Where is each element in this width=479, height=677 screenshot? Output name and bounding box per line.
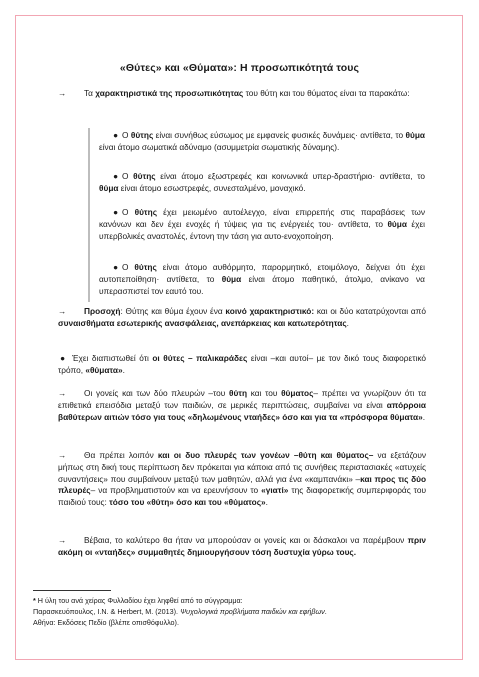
- arrow-icon: →: [58, 535, 67, 545]
- parents-paragraph: → Οι γονείς και των δύο πλευρών –του θύτη και του θύματος– πρέπει να γνωρίζουν ότι τα επιθετικά επεισόδια μεταξύ των παιδιών, σε μερικές περιπτώσεις, συμβαίνει να είναι απόρροια βαθύτερων αιτιών τόσο για τους «δηλωμένους νταήδες» όσο και για τα «πρόσφορα θύματα».: [58, 388, 426, 422]
- page-title: «Θύτες» και «Θύματα»: Η προσωπικότητά τους: [119, 62, 360, 74]
- characteristics-box-border: [88, 128, 90, 302]
- footnote-line-3: Αθήνα: Εκδόσεις Πεδίο (βλέπε οπισθόφυλλο).: [33, 618, 179, 627]
- note-paragraph: ● Έχει διαπιστωθεί ότι οι θύτες – παλικαράδες είναι –και αυτοί– με τον δικό τους διαφορετικό τρόπο, «θύματα».: [58, 353, 426, 375]
- arrow-icon: →: [58, 306, 67, 316]
- closing-paragraph: → Βέβαια, το καλύτερο θα ήταν να μπορούσαν οι γονείς και οι δάσκαλοι να παρέμβουν πριν ακόμη οι «νταήδες» συμμαθητές δημιουργήσουν τόση δυστυχία γύρω τους.: [58, 535, 426, 557]
- intro-paragraph: → Τα χαρακτηριστικά της προσωπικότητας του θύτη και του θύματος είναι τα παρακάτω:: [58, 88, 410, 98]
- bullet-item-2: ● Ο θύτης είναι άτομο εξωστρεφές και κοινωνικά υπερ-δραστήριο· αντίθετα, το θύμα είναι άτομο εσωστρεφές, συνεσταλμένο, μοναχικό.: [99, 171, 425, 193]
- caution-paragraph: → Προσοχή: Θύτης και θύμα έχουν ένα κοινό χαρακτηριστικό: και οι δύο κατατρύχονται από συναισθήματα εσωτερικής ανασφάλειας, ανεπάρκειας και κατωτερότητας.: [58, 306, 426, 328]
- bullet-icon: ●: [113, 262, 119, 272]
- footnote-divider: [33, 590, 111, 591]
- bullet-icon: ●: [60, 353, 66, 363]
- bullet-icon: ●: [113, 207, 119, 217]
- footnote-line-1: * Η ύλη του ανά χείρας Φυλλαδίου έχει ληφθεί από το σύγγραμμα:: [33, 596, 243, 605]
- arrow-icon: →: [58, 450, 67, 460]
- arrow-icon: →: [58, 88, 67, 98]
- footnote-line-2: Παρασκευόπουλος, Ι.Ν. & Herbert, M. (2013). Ψυχολογικά προβλήματα παιδιών και εφήβων.: [33, 607, 327, 616]
- bullet-item-3: ● Ο θύτης έχει μειωμένο αυτοέλεγχο, είναι επιρρεπής στις παραβάσεις των κανόνων και δεν έχει ενοχές ή τύψεις για τις ενέργειές του· αντίθετα, το θύμα έχει υπερβολικές αναστολές, έντονη την τάση για αυτο-ενοχοποίηση.: [99, 207, 426, 241]
- bullet-icon: ●: [113, 171, 119, 181]
- bullet-item-1: ● Ο θύτης είναι συνήθως εύσωμος με εμφανείς φυσικές δυνάμεις· αντίθετα, το θύμα είναι άτομο σωματικά αδύναμο (ασυμμετρία σωματικής δύναμης).: [99, 130, 425, 152]
- sides-paragraph: → Θα πρέπει λοιπόν και οι δυο πλευρές των γονέων –θύτη και θύματος– να εξετάζουν μήπως στη δική τους περίπτωση δεν πρόκειται για κάποια από τις συνήθεις περιστασιακές «ατυχείς συναντήσεις» που συμβαίνουν μεταξύ των μαθητών, αλλά για ένα «καμπανάκι» –και προς τις δύο πλευρές– να προβληματιστούν και να ερευνήσουν το «γιατί» της διαφορετικής συμπεριφοράς του παιδιού τους: τόσο του «θύτη» όσο και του «θύματος».: [58, 450, 427, 508]
- arrow-icon: →: [58, 388, 67, 398]
- page-border: [15, 15, 463, 660]
- bullet-item-4: ● Ο θύτης είναι άτομο αυθόρμητο, παρορμητικό, ετοιμόλογο, δείχνει ότι έχει αυτοπεποίθηση· αντίθετα, το θύμα είναι άτομο παθητικό, άτολμο, ανίκανο να υπερασπιστεί τον εαυτό του.: [99, 262, 425, 296]
- bullet-icon: ●: [113, 130, 119, 140]
